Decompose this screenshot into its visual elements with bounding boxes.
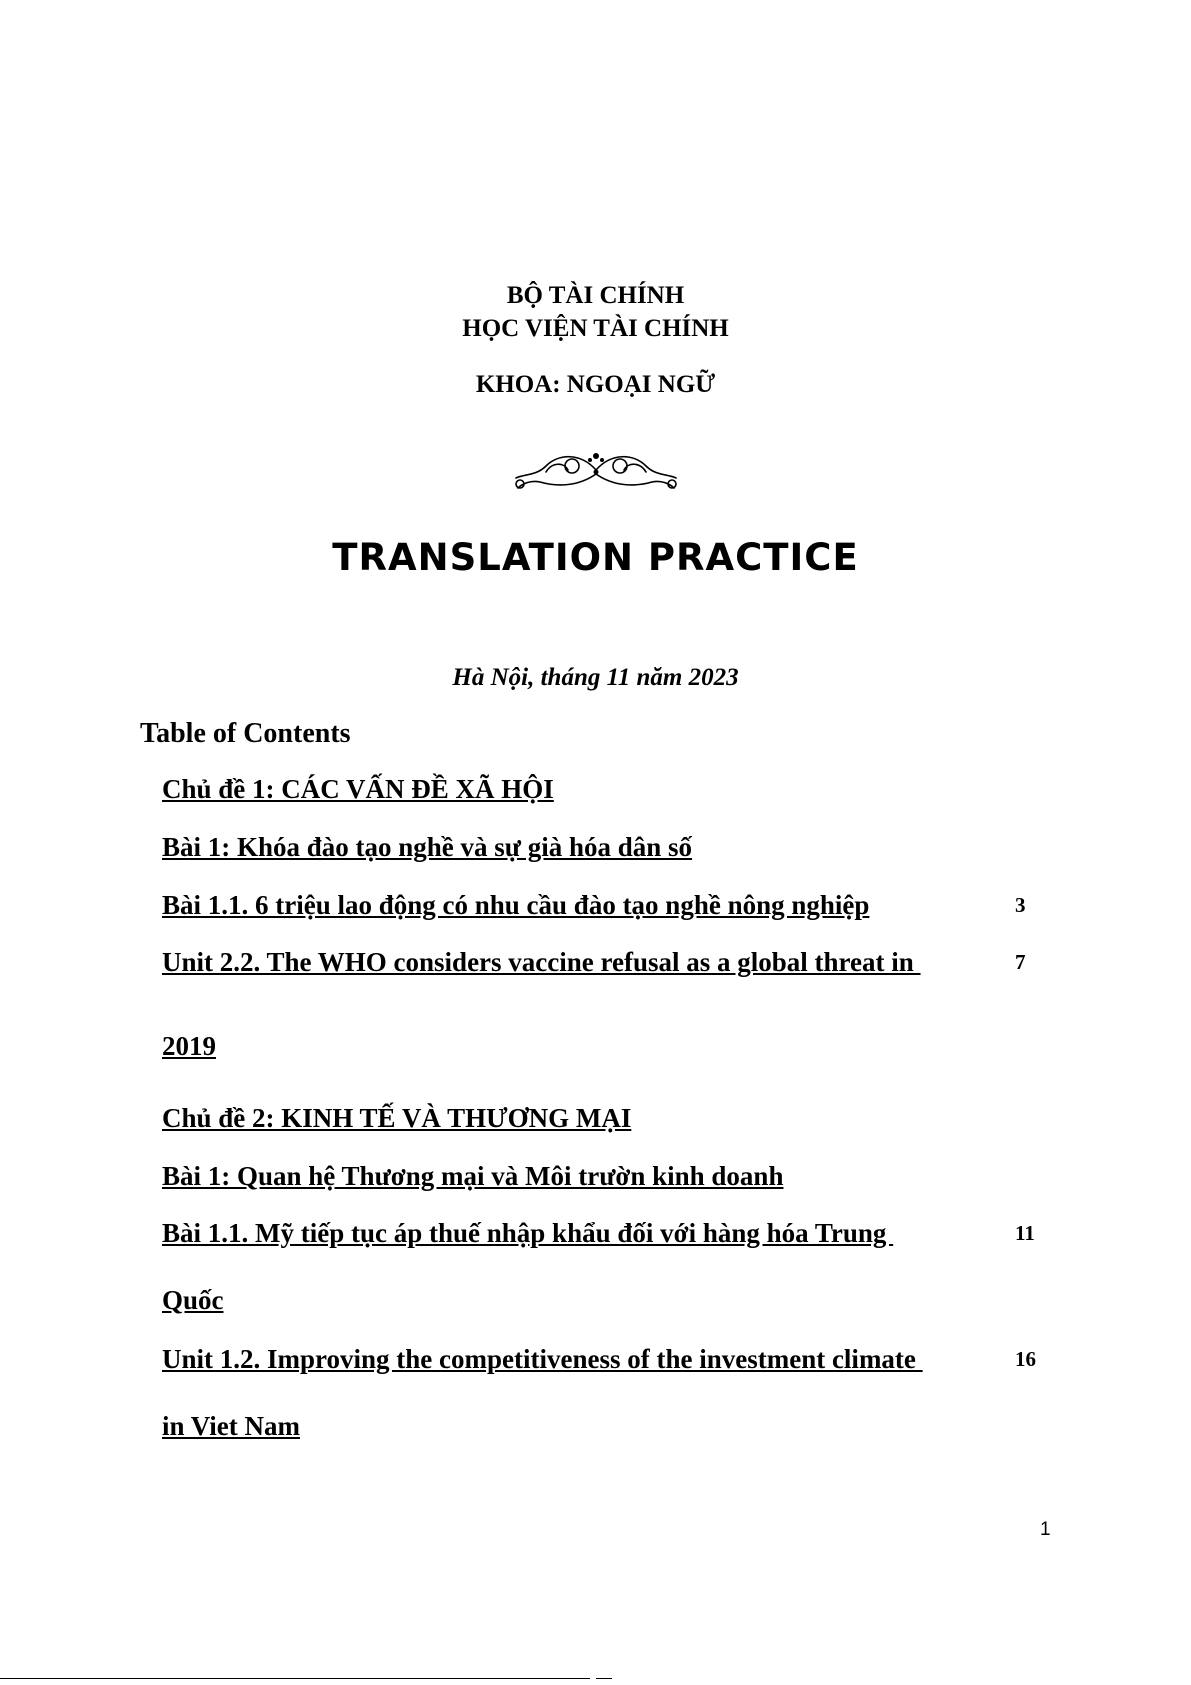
floral-flourish-icon <box>510 444 682 496</box>
toc-line-lesson-1[interactable]: Bài 1: Khóa đào tạo nghề và sự già hóa dân số <box>162 832 693 862</box>
toc-heading: Table of Contents <box>140 718 351 749</box>
toc-line-topic-1[interactable]: Chủ đề 1: CÁC VẤN ĐỀ XÃ HỘI <box>162 774 554 804</box>
toc-line-topic-2[interactable]: Chủ đề 2: KINH TẾ VÀ THƯƠNG MẠI <box>162 1103 632 1133</box>
toc-line-lesson-2-1-1-cont[interactable]: Quốc <box>162 1285 224 1315</box>
toc-line-unit-2-2-cont[interactable]: 2019 <box>162 1031 216 1061</box>
footer-rule <box>0 1678 590 1679</box>
page-number: 1 <box>1040 1519 1051 1540</box>
toc-line-lesson-2-1[interactable]: Bài 1: Quan hệ Thương mại và Môi trườn kinh doanh <box>162 1161 784 1191</box>
document-title: TRANSLATION PRACTICE <box>332 536 859 579</box>
toc-line-lesson-1-1[interactable]: Bài 1.1. 6 triệu lao động có nhu cầu đào tạo nghề nông nghiệp <box>162 890 870 920</box>
toc-page-number: 16 <box>1015 1347 1036 1371</box>
footer-dash <box>596 1678 612 1679</box>
toc-line-unit-2-2[interactable]: Unit 2.2. The WHO considers vaccine refusal as a global threat in <box>162 947 921 977</box>
toc-page-number: 11 <box>1015 1221 1035 1245</box>
academy-name: HỌC VIỆN TÀI CHÍNH <box>462 315 729 342</box>
toc-page-number: 3 <box>1015 893 1026 917</box>
toc-line-lesson-2-1-1[interactable]: Bài 1.1. Mỹ tiếp tục áp thuế nhập khẩu đối với hàng hóa Trung <box>162 1218 894 1248</box>
toc-page-number: 7 <box>1015 950 1026 974</box>
toc-line-unit-1-2-cont[interactable]: in Viet Nam <box>162 1411 300 1441</box>
document-date: Hà Nội, tháng 11 năm 2023 <box>452 664 739 691</box>
faculty-name: KHOA: NGOẠI NGỮ <box>475 371 716 398</box>
toc-line-unit-1-2[interactable]: Unit 1.2. Improving the competitiveness of the investment climate <box>162 1344 923 1374</box>
ministry-name: BỘ TÀI CHÍNH <box>506 282 685 309</box>
